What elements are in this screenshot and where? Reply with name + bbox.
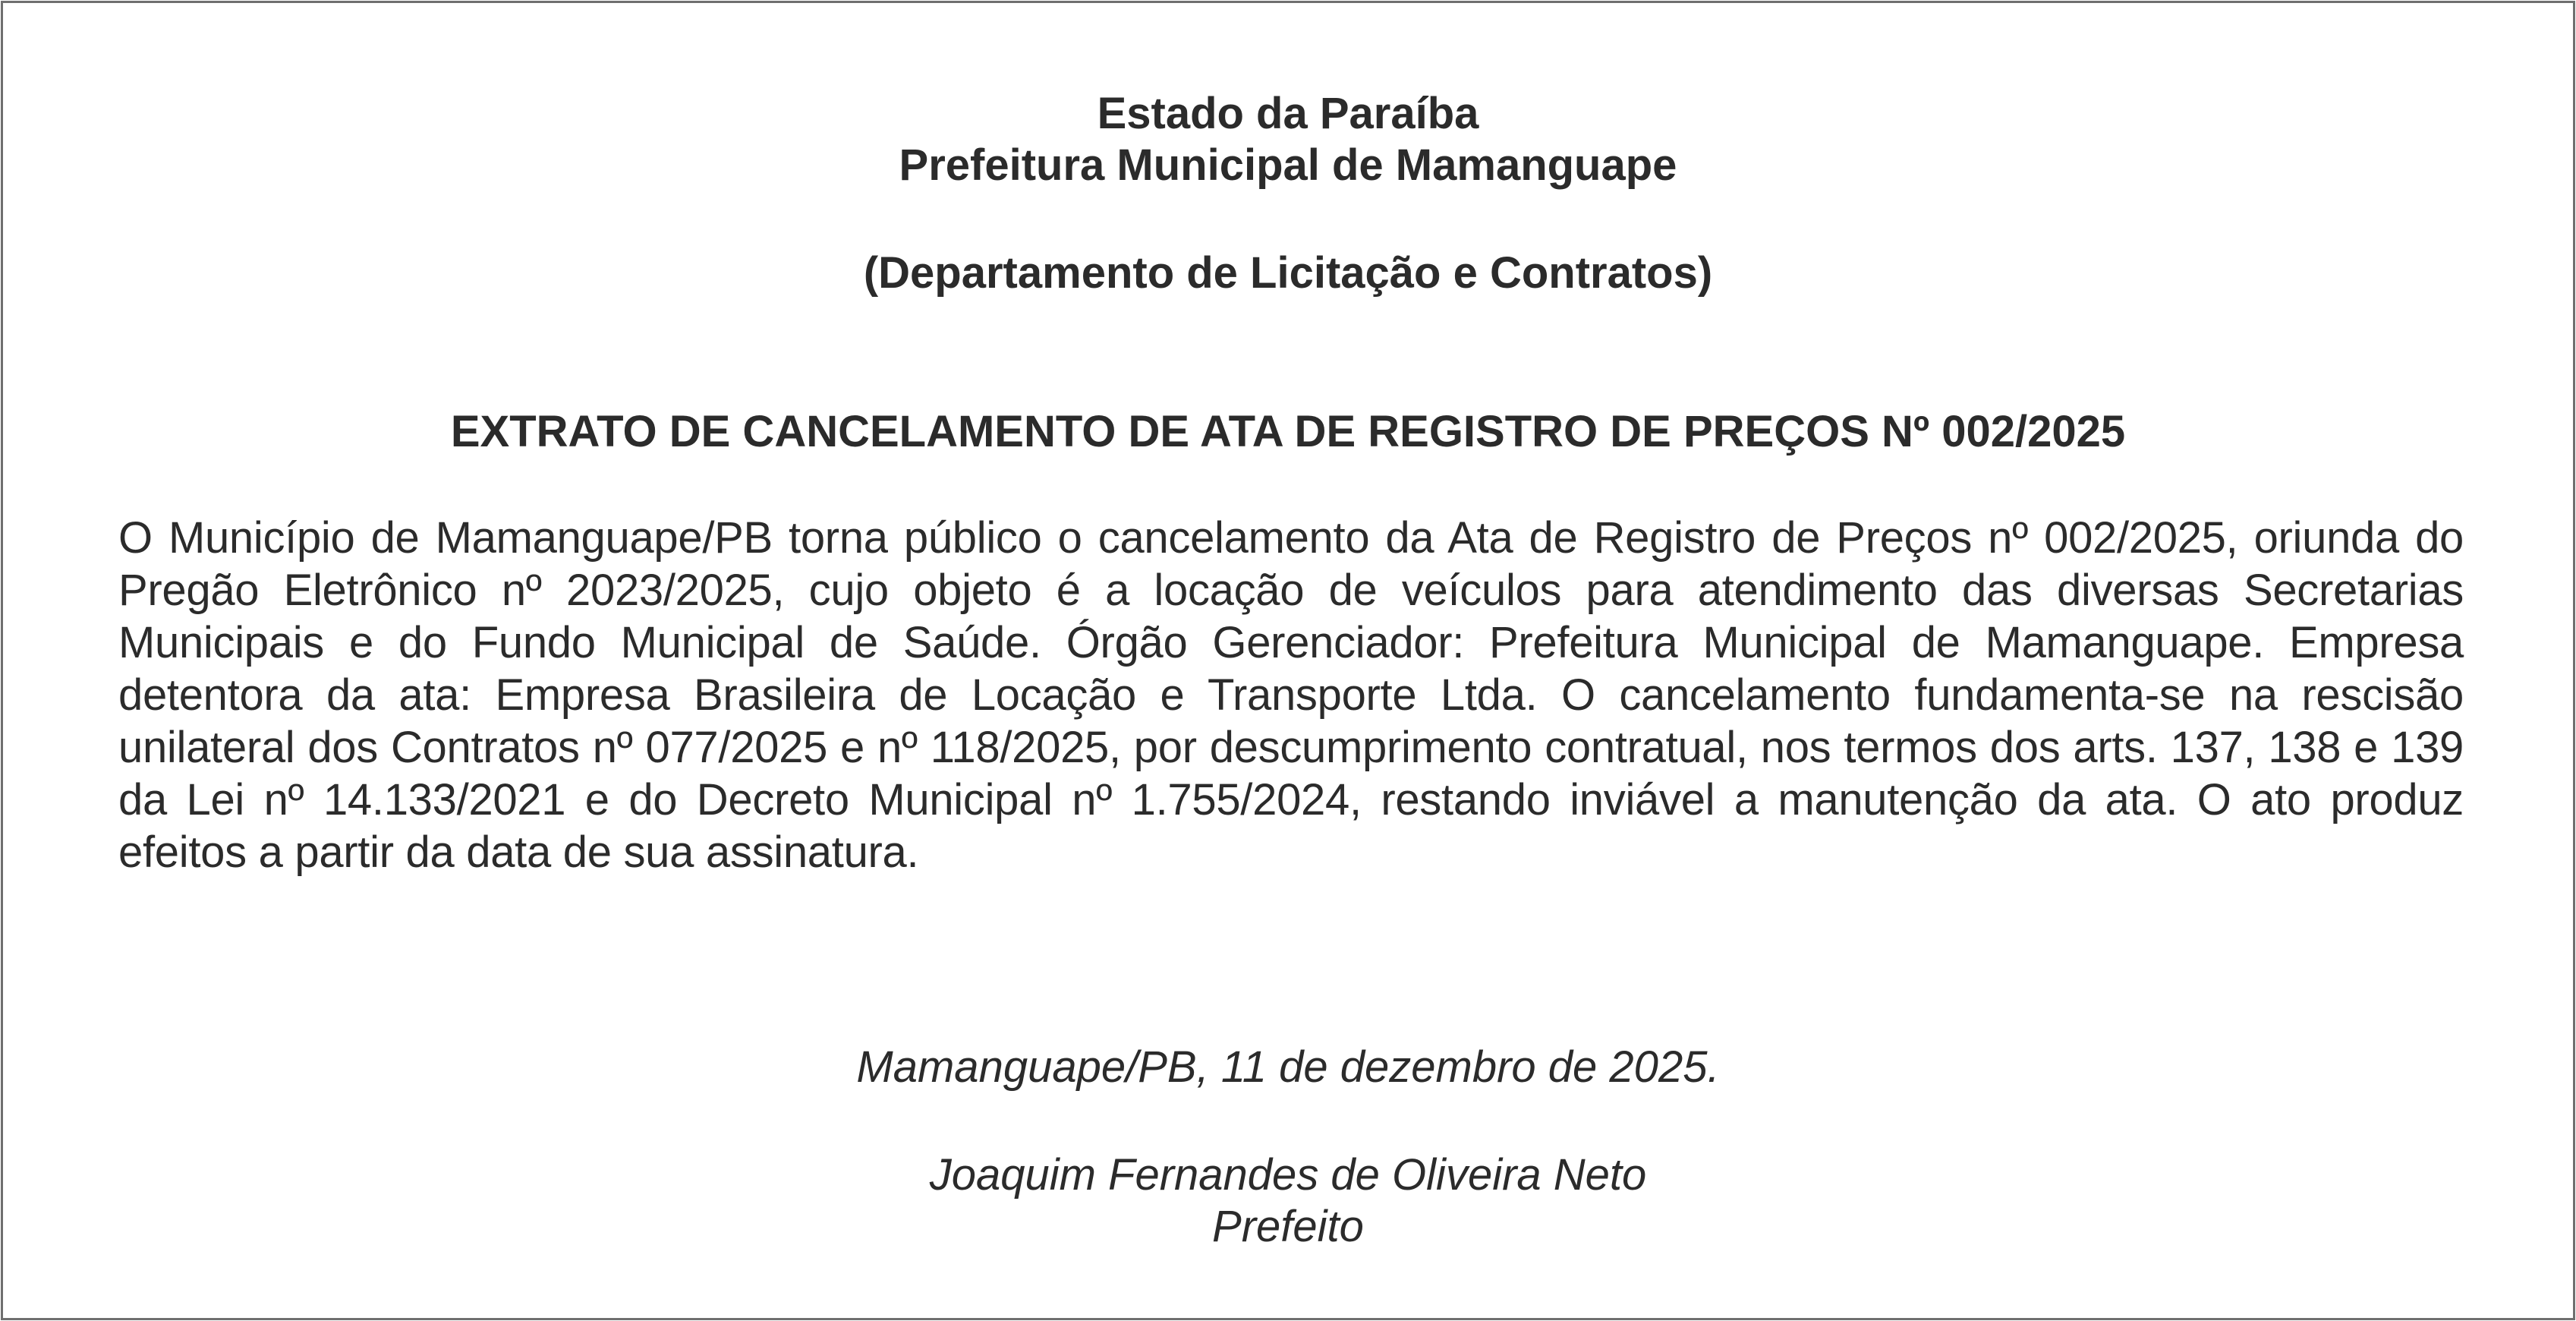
prefeitura-heading: Prefeitura Municipal de Mamanguape (899, 140, 1677, 190)
place-date: Mamanguape/PB, 11 de dezembro de 2025. (856, 1042, 1720, 1092)
department-heading: (Departamento de Licitação e Contratos) (863, 248, 1713, 298)
signer-role: Prefeito (1212, 1202, 1364, 1251)
state-heading: Estado da Paraíba (1097, 89, 1479, 138)
extract-title: EXTRATO DE CANCELAMENTO DE ATA DE REGISTRO DE PREÇOS Nº 002/2025 (450, 407, 2126, 456)
signer-name: Joaquim Fernandes de Oliveira Neto (929, 1150, 1647, 1200)
extract-body: O Município de Mamanguape/PB torna público o cancelamento da Ata de Registro de Preços nº 002/2025, oriunda do Pregão Eletrônico nº 2023/2025, cujo objeto é a locação de veículos para atendimento das diversas Secretarias Municipais e do Fundo Municipal de Saúde. Órgão Gerenciador: Prefeitura Municipal de Mamanguape. Empresa detentora da ata: Empresa Brasileira de Locação e Transporte Ltda. O cancelamento fundamenta-se na rescisão unilateral dos Contratos nº 077/2025 e nº 118/2025, por descumprimento contratual, nos termos dos arts. 137, 138 e 139 da Lei nº 14.133/2021 e do Decreto Municipal nº 1.755/2024, restando inviável a manutenção da ata. O ato produz efeitos a partir da data de sua assinatura. (118, 513, 2464, 877)
document-frame (1, 1, 2575, 1320)
